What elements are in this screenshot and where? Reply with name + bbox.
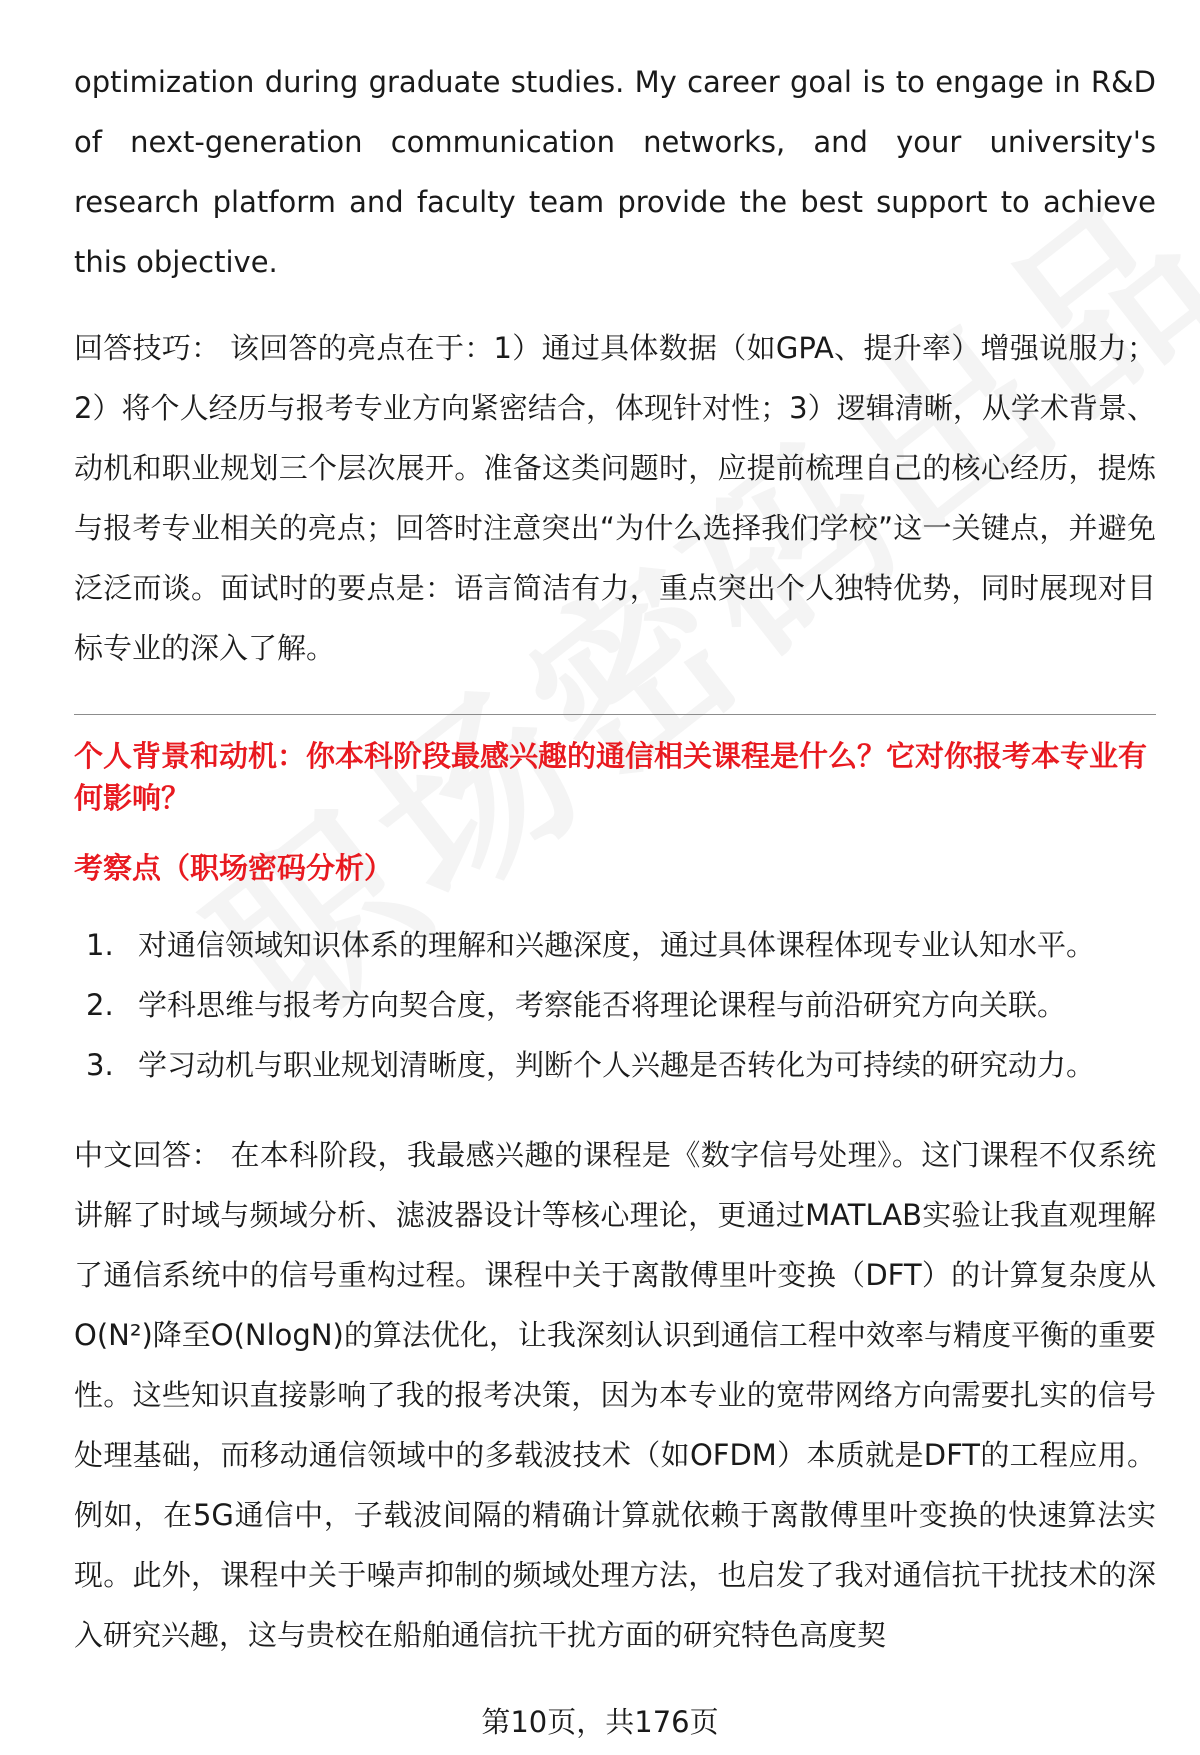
question-title: 个人背景和动机：你本科阶段最感兴趣的通信相关课程是什么？它对你报考本专业有何影响？ — [74, 739, 1148, 815]
intro-paragraph: optimization during graduate studies. My career goal is to engage in R&D of next-generation communication networks, and your university's research platform and faculty team provide the best support to achieve this objective. — [74, 65, 1156, 279]
list-number: 3. — [86, 1048, 114, 1082]
page-number-footer: 第10页，共176页 — [481, 1705, 719, 1739]
list-item-text: 对通信领域知识体系的理解和兴趣深度，通过具体课程体现专业认知水平。 — [138, 928, 1096, 962]
document-body — [74, 52, 1156, 1665]
assessment-points-list — [74, 915, 1156, 1095]
list-number: 2. — [86, 988, 114, 1022]
list-item-text: 学习动机与职业规划清晰度，判断个人兴趣是否转化为可持续的研究动力。 — [138, 1048, 1096, 1082]
list-item — [74, 1035, 1156, 1095]
list-item-text: 学科思维与报考方向契合度，考察能否将理论课程与前沿研究方向关联。 — [138, 988, 1067, 1022]
answer-tips-paragraph: 回答技巧： 该回答的亮点在于：1）通过具体数据（如GPA、提升率）增强说服力；2）将个人经历与报考专业方向紧密结合，体现针对性；3）逻辑清晰，从学术背景、动机和职业规划三个层次展开。准备这类问题时，应提前梳理自己的核心经历，提炼与报考专业相关的亮点；回答时注意突出“为什么选择我们学校”这一关键点，并避免泛泛而谈。面试时的要点是：语言简洁有力，重点突出个人独特优势，同时展现对目标专业的深入了解。 — [74, 331, 1156, 665]
list-item — [74, 975, 1156, 1035]
list-number: 1. — [86, 928, 114, 962]
list-item — [74, 915, 1156, 975]
chinese-answer-paragraph: 中文回答： 在本科阶段，我最感兴趣的课程是《数字信号处理》。这门课程不仅系统讲解了时域与频域分析、滤波器设计等核心理论，更通过MATLAB实验让我直观理解了通信系统中的信号重构过程。课程中关于离散傅里叶变换（DFT）的计算复杂度从O(N²)降至O(NlogN)的算法优化，让我深刻认识到通信工程中效率与精度平衡的重要性。这些知识直接影响了我的报考决策，因为本专业的宽带网络方向需要扎实的信号处理基础，而移动通信领域中的多载波技术（如OFDM）本质就是DFT的工程应用。例如，在5G通信中，子载波间隔的精确计算就依赖于离散傅里叶变换的快速算法实现。此外，课程中关于噪声抑制的频域处理方法，也启发了我对通信抗干扰技术的深入研究兴趣，这与贵校在船舶通信抗干扰方面的研究特色高度契 — [74, 1138, 1156, 1652]
section-divider — [74, 714, 1156, 715]
assessment-title: 考察点（职场密码分析） — [74, 851, 394, 885]
